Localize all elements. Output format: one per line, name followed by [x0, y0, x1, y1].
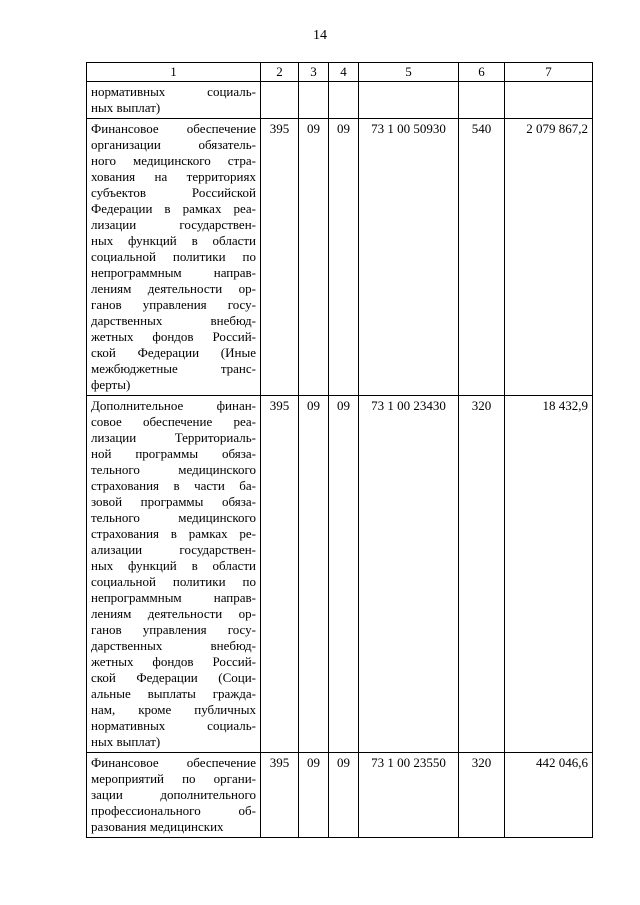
page-number: 14 — [313, 28, 327, 43]
expense-name-line: непрограммным направ- — [91, 265, 256, 280]
ministry-code-cell: 395 — [261, 119, 299, 396]
expense-name-line: ферты) — [91, 377, 131, 392]
column-header-5: 5 — [359, 63, 459, 82]
target-item-code-cell — [359, 82, 459, 119]
column-header-4: 4 — [329, 63, 359, 82]
expense-name-line: ской Федерации (Соци- — [91, 670, 256, 685]
expense-name-line: непрограммным направ- — [91, 590, 256, 605]
expense-name-line: альные выплаты гражда- — [91, 686, 256, 701]
amount-cell: 18 432,9 — [505, 396, 593, 753]
expense-name-line: организации обязатель- — [91, 137, 256, 152]
expense-name-line: жетных фондов Россий- — [91, 654, 256, 669]
expense-name-line: жетных фондов Россий- — [91, 329, 256, 344]
expense-name-line: совое обеспечение реа- — [91, 414, 256, 429]
expense-type-code-cell: 320 — [459, 396, 505, 753]
table-row — [87, 119, 593, 396]
target-item-code-cell: 73 1 00 23550 — [359, 753, 459, 838]
expense-name-line: социальной политики по — [91, 574, 256, 589]
expense-name-line: ализации государствен- — [91, 542, 256, 557]
expense-name-line: дарственных внебюд- — [91, 313, 256, 328]
target-item-code-cell: 73 1 00 23430 — [359, 396, 459, 753]
section-code-cell: 09 — [299, 753, 329, 838]
expense-name-line: социальной политики по — [91, 249, 256, 264]
expense-type-code-cell: 320 — [459, 753, 505, 838]
expense-name-line: лениям деятельности ор- — [91, 281, 256, 296]
ministry-code-cell: 395 — [261, 753, 299, 838]
column-header-2: 2 — [261, 63, 299, 82]
expense-name-line: дарственных внебюд- — [91, 638, 256, 653]
expense-name-line: нормативных социаль- — [91, 84, 256, 99]
column-header-3: 3 — [299, 63, 329, 82]
expense-name-line: ных выплат) — [91, 100, 161, 115]
expense-type-code-cell: 540 — [459, 119, 505, 396]
expense-name-line: Финансовое обеспечение — [91, 121, 256, 136]
column-header-1: 1 — [87, 63, 261, 82]
expense-name-line: зации дополнительного — [91, 787, 256, 802]
expense-name-line: субъектов Российской — [91, 185, 256, 200]
subsection-code-cell — [329, 82, 359, 119]
table-row — [87, 396, 593, 753]
expense-name-line: ской Федерации (Иные — [91, 345, 256, 360]
column-header-6: 6 — [459, 63, 505, 82]
expense-name-line: межбюджетные транс- — [91, 361, 256, 376]
expense-name-line: тельного медицинского — [91, 462, 256, 477]
expense-name-line: ных выплат) — [91, 734, 161, 749]
column-number-row — [87, 63, 593, 82]
expense-name-line: нормативных социаль- — [91, 718, 256, 733]
column-header-7: 7 — [505, 63, 593, 82]
expense-name-line: ной программы обяза- — [91, 446, 256, 461]
budget-table — [86, 62, 593, 838]
expense-name-cell — [87, 753, 261, 838]
section-code-cell — [299, 82, 329, 119]
expense-name-line: ного медицинского стра- — [91, 153, 256, 168]
subsection-code-cell: 09 — [329, 119, 359, 396]
table-row — [87, 753, 593, 838]
expense-name-line: тельного медицинского — [91, 510, 256, 525]
expense-name-line: нам, кроме публичных — [91, 702, 256, 717]
expense-name-line: страхования в части ба- — [91, 478, 256, 493]
amount-cell: 442 046,6 — [505, 753, 593, 838]
target-item-code-cell: 73 1 00 50930 — [359, 119, 459, 396]
expense-name-line: зовой программы обяза- — [91, 494, 256, 509]
table-row — [87, 82, 593, 119]
subsection-code-cell: 09 — [329, 753, 359, 838]
expense-name-line: ных функций в области — [91, 558, 256, 573]
expense-name-line: ных функций в области — [91, 233, 256, 248]
expense-name-line: профессионального об- — [91, 803, 256, 818]
expense-name-line: Финансовое обеспечение — [91, 755, 256, 770]
ministry-code-cell — [261, 82, 299, 119]
expense-type-code-cell — [459, 82, 505, 119]
expense-name-line: лениям деятельности ор- — [91, 606, 256, 621]
expense-name-line: Дополнительное финан- — [91, 398, 256, 413]
amount-cell — [505, 82, 593, 119]
expense-name-line: лизации государствен- — [91, 217, 256, 232]
expense-name-cell — [87, 119, 261, 396]
expense-name-cell — [87, 82, 261, 119]
expense-name-line: ганов управления госу- — [91, 622, 256, 637]
expense-name-line: хования на территориях — [91, 169, 256, 184]
expense-name-line: страхования в рамках ре- — [91, 526, 256, 541]
subsection-code-cell: 09 — [329, 396, 359, 753]
expense-name-cell — [87, 396, 261, 753]
expense-name-line: разования медицинских — [91, 819, 224, 834]
expense-name-line: Федерации в рамках реа- — [91, 201, 256, 216]
expense-name-line: ганов управления госу- — [91, 297, 256, 312]
ministry-code-cell: 395 — [261, 396, 299, 753]
amount-cell: 2 079 867,2 — [505, 119, 593, 396]
expense-name-line: мероприятий по органи- — [91, 771, 256, 786]
section-code-cell: 09 — [299, 119, 329, 396]
expense-name-line: лизации Территориаль- — [91, 430, 256, 445]
section-code-cell: 09 — [299, 396, 329, 753]
